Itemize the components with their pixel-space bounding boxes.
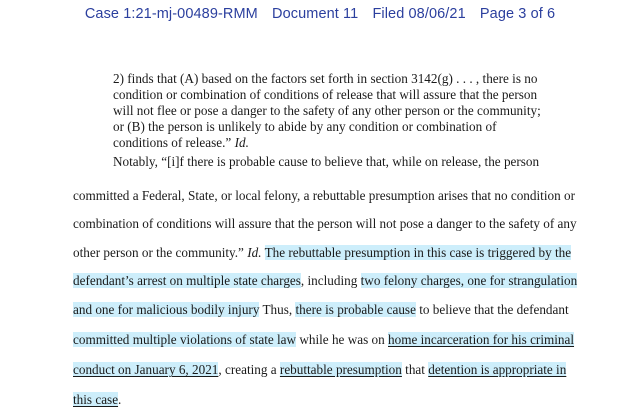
body-text: , including bbox=[300, 273, 361, 288]
body-line bbox=[73, 216, 593, 232]
body-text: committed a Federal, State, or local felony, a rebuttable presumption arises that no condition or bbox=[73, 188, 575, 203]
highlighted-underlined-text: home incarceration for his criminal bbox=[388, 332, 575, 347]
body-line bbox=[73, 302, 593, 318]
case-number: Case 1:21-mj-00489-RMM bbox=[84, 6, 258, 22]
highlighted-text: and one for malicious bodily injury bbox=[73, 302, 260, 317]
body-text: to believe that the defendant bbox=[415, 302, 569, 317]
document-header bbox=[0, 6, 640, 22]
body-text: Thus, bbox=[259, 302, 296, 317]
highlighted-text: The rebuttable presumption in this case is triggered by the bbox=[264, 245, 572, 260]
body-text: . bbox=[118, 392, 122, 407]
highlighted-text: defendant’s arrest on multiple state charges bbox=[73, 273, 301, 288]
body-text: that bbox=[401, 362, 429, 377]
quote-text: conditions of release.” bbox=[113, 135, 235, 150]
quote-line: will not flee or pose a danger to the safety of any other person or the community; bbox=[113, 103, 541, 118]
quote-line bbox=[113, 135, 573, 151]
body-line bbox=[113, 154, 633, 170]
body-text: , creating a bbox=[218, 362, 280, 377]
body-line bbox=[73, 273, 593, 289]
highlighted-text: two felony charges, one for strangulation bbox=[360, 273, 578, 288]
citation: Id. bbox=[234, 135, 249, 150]
block-quote bbox=[113, 71, 573, 151]
highlighted-text: committed multiple violations of state law bbox=[73, 332, 297, 347]
highlighted-underlined-text: rebuttable presumption bbox=[279, 362, 402, 377]
quote-line: or (B) the person is unlikely to abide by any condition or combination of bbox=[113, 119, 497, 134]
body-line bbox=[73, 245, 593, 261]
body-line bbox=[73, 332, 593, 348]
highlighted-underlined-text: this case bbox=[73, 392, 119, 407]
highlighted-underlined-text: conduct on January 6, 2021 bbox=[73, 362, 219, 377]
body-text: Notably, “[i]f there is probable cause to believe that, while on release, the person bbox=[113, 154, 540, 169]
body-line bbox=[73, 188, 593, 204]
quote-line: 2) finds that (A) based on the factors set forth in section 3142(g) . . . , there is no bbox=[113, 71, 538, 86]
document-number: Document 11 bbox=[272, 6, 359, 22]
body-line bbox=[73, 362, 593, 378]
filed-date: Filed 08/06/21 bbox=[372, 6, 466, 22]
page-indicator: Page 3 of 6 bbox=[479, 6, 556, 22]
citation: Id. bbox=[247, 245, 262, 260]
highlighted-underlined-text: detention is appropriate in bbox=[428, 362, 567, 377]
body-text: combination of conditions will assure that the person will not pose a danger to the safety of any bbox=[73, 216, 577, 231]
body-text: other person or the community.” bbox=[73, 245, 248, 260]
body-line bbox=[73, 392, 593, 408]
body-text: while he was on bbox=[296, 332, 388, 347]
highlighted-text: there is probable cause bbox=[295, 302, 416, 317]
quote-line: condition or combination of conditions of release that will assure that the person bbox=[113, 87, 538, 102]
